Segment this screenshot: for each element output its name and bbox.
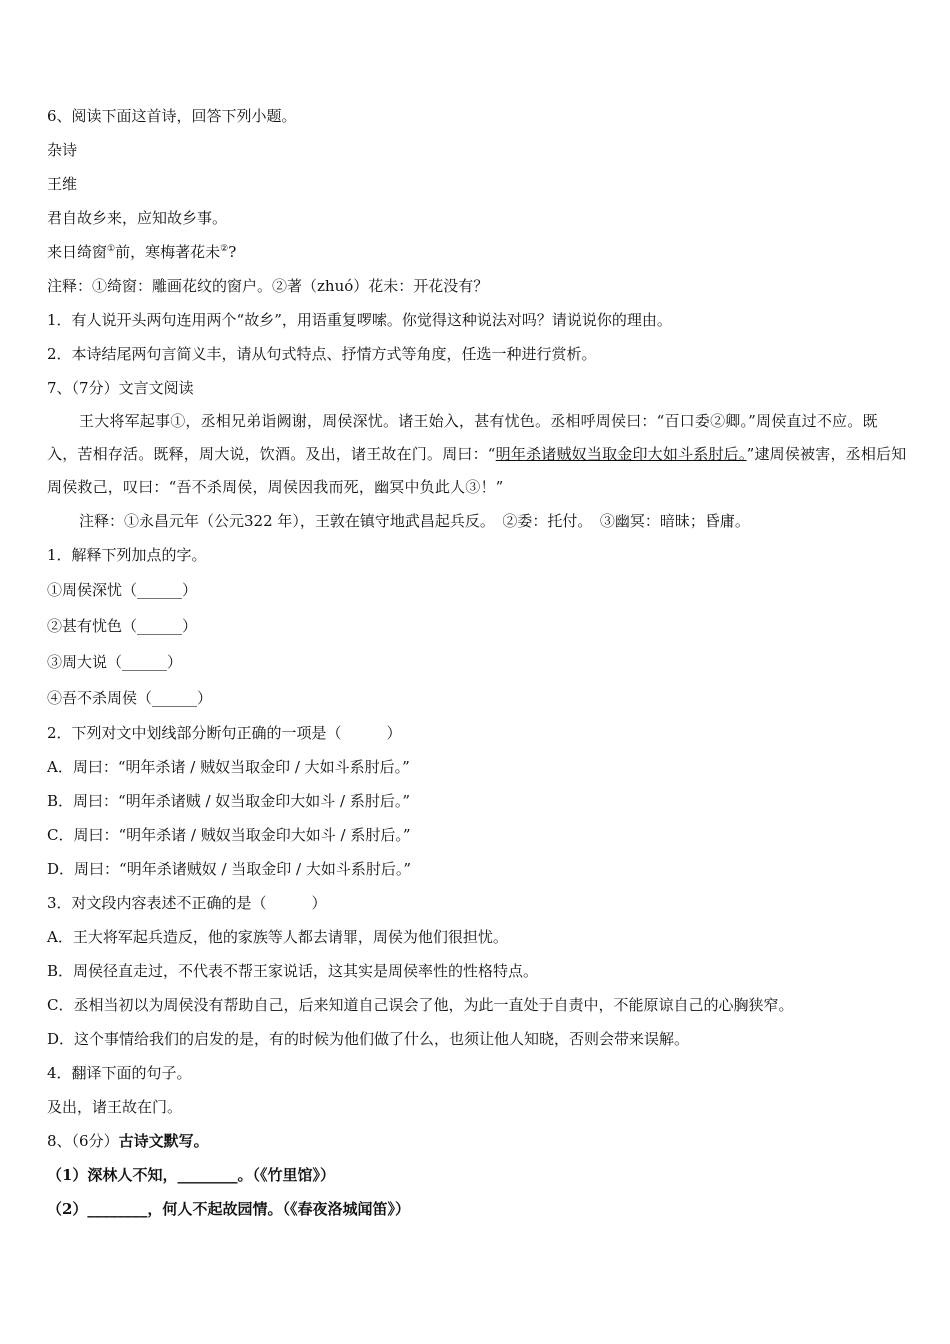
footnote-marker-2: ② — [220, 244, 229, 254]
q7-passage-underlined: 明年杀诸贼奴当取金印大如斗系肘后。 — [495, 445, 747, 463]
q8-header — [47, 1124, 907, 1158]
q7-passage — [47, 405, 907, 504]
q7-note: 注释：①永昌元年（公元322 年），王敦在镇守地武昌起兵反。 ②委：托付。 ③幽冥：暗昧；昏庸。 — [79, 512, 750, 530]
poem-author: 王维 — [47, 175, 78, 193]
q7-sub1-item: ④吾不杀周侯（______） — [47, 689, 213, 707]
q7-sub3-option-d: D．这个事情给我们的启发的是，有的时候为他们做了什么，也须让他人知晓，否则会带来误解。 — [47, 1030, 690, 1048]
q6-sub1: 1．有人说开头两句连用两个“故乡”，用语重复啰嗦。你觉得这种说法对吗？请说说你的理由。 — [47, 311, 672, 329]
q7-sub1-item: ③周大说（______） — [47, 653, 183, 671]
q8-header-score: 8、（6分） — [47, 1132, 119, 1150]
q7-sub1: 1．解释下列加点的字。 — [47, 546, 207, 564]
q7-sub3-option-b: B．周侯径直走过，不代表不帮王家说话，这其实是周侯率性的性格特点。 — [47, 962, 539, 980]
q8-header-title: 古诗文默写。 — [118, 1132, 209, 1150]
q7-sub2-option-c: C．周曰：“明年杀诸 / 贼奴当取金印大如斗 / 系肘后。” — [47, 826, 411, 844]
q7-sub2-option-b: B．周曰：“明年杀诸贼 / 奴当取金印大如斗 / 系肘后。” — [47, 792, 411, 810]
poem-line-1: 君自故乡来，应知故乡事。 — [47, 209, 228, 227]
q6-header: 6、阅读下面这首诗，回答下列小题。 — [47, 107, 297, 125]
q7-passage-a: 王大将军起事①，丞相兄弟诣阙谢，周侯深忧。诸王始入，甚有忧色。丞相呼周侯曰：“百口委②卿。”周侯直过不应。既入，苦相存活。既释，周大说，饮酒。及出，诸王故在门。周曰：“ — [47, 412, 878, 463]
q8-item-1: （1）深林人不知，________。（《竹里馆》） — [47, 1166, 335, 1184]
q7-sub4: 4．翻译下面的句子。 — [47, 1064, 192, 1082]
q7-sub4-sentence: 及出，诸王故在门。 — [47, 1098, 183, 1116]
q7-sub1-item: ②甚有忧色（______） — [47, 617, 198, 635]
q7-header: 7、（7分）文言文阅读 — [47, 379, 194, 397]
q7-sub2-option-a: A．周曰：“明年杀诸 / 贼奴当取金印 / 大如斗系肘后。” — [47, 758, 410, 776]
poem-line-2-a: 来日绮窗 — [47, 243, 108, 261]
q6-note: 注释：①绮窗：雕画花纹的窗户。②著（zhuó）花未：开花没有？ — [47, 277, 489, 295]
poem-line-2-b: 前，寒梅著花未 — [115, 243, 221, 261]
poem-line-2-c: ? — [228, 243, 237, 261]
poem-line-2 — [47, 235, 907, 269]
q8-header-text — [47, 1132, 209, 1150]
footnote-marker-1: ① — [107, 244, 116, 254]
exam-page — [47, 99, 907, 1226]
q8-item-2: （2）________，何人不起故园情。（《春夜洛城闻笛》） — [47, 1200, 410, 1218]
q7-sub2: 2．下列对文中划线部分断句正确的一项是（ ） — [47, 724, 402, 742]
poem-title: 杂诗 — [47, 141, 78, 159]
q6-sub2: 2．本诗结尾两句言简义丰，请从句式特点、抒情方式等角度，任选一种进行赏析。 — [47, 345, 597, 363]
q7-sub3-option-a: A．王大将军起兵造反，他的家族等人都去请罪，周侯为他们很担忧。 — [47, 928, 508, 946]
q7-sub3: 3．对文段内容表述不正确的是（ ） — [47, 894, 327, 912]
q7-sub2-option-d: D．周曰：“明年杀诸贼奴 / 当取金印 / 大如斗系肘后。” — [47, 860, 412, 878]
q7-sub3-option-c: C．丞相当初以为周侯没有帮助自己，后来知道自己误会了他，为此一直处于自责中，不能原谅自己的心胸狭窄。 — [47, 996, 794, 1014]
q7-passage-b: ”逮周侯被害，丞相后知周侯救己，叹曰：“吾不杀周侯，周侯因我而死，幽冥中负此人③！” — [47, 445, 907, 496]
q7-sub1-item: ①周侯深忧（______） — [47, 581, 198, 599]
